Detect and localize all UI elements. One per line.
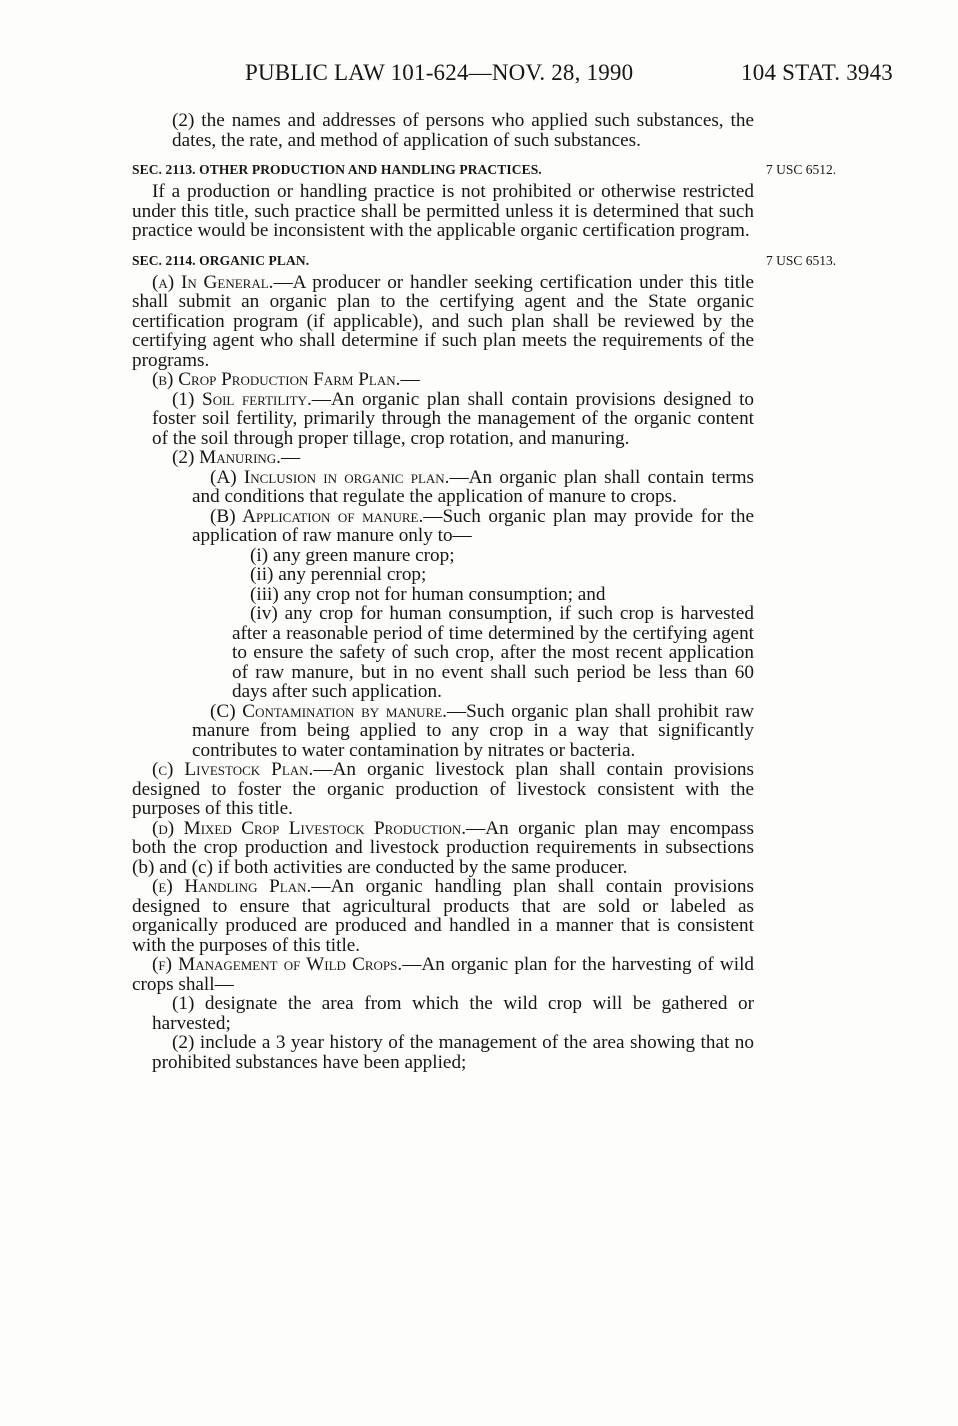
paragraph [132,585,754,605]
paragraph [132,1033,754,1072]
paragraph-text: —Such organic plan shall prohibit raw manure from being applied to any crop in a way that significantly contributes to water contamination by nitrates or bacteria. [192,700,754,761]
usc-margin-note: 7 USC 6512. [766,162,837,177]
subsection-label: (A) Inclusion in organic plan. [210,466,450,488]
paragraph [132,370,754,390]
paragraph-text: —An organic plan shall contain provisions designed to foster soil fertility, primarily through the management of the organic content of the soil through proper tillage, crop rotation, and manuring. [152,388,754,449]
subsection-label: (b) Crop Production Farm Plan. [152,369,401,390]
paragraph [132,604,754,702]
paragraph-text: (iii) any crop not for human consumption; and [250,583,606,605]
paragraph-text: —An organic handling plan shall contain provisions designed to ensure that agricultural products that are sold or labeled as organically produced are produced and handled in a manner that is consistent with the purposes of this title. [132,876,754,956]
section-heading-row [132,249,837,269]
paragraph [132,702,754,761]
subsection-label: (f) Management of Wild Crops. [152,954,403,975]
subsection-label: (d) Mixed Crop Livestock Production. [152,817,467,839]
paragraph-text: —An organic livestock plan shall contain provisions designed to foster the organic production of livestock consistent with the purposes of this title. [132,759,754,819]
paragraph [132,546,754,566]
paragraph [132,182,754,241]
subsection-label: (e) Handling Plan. [152,876,312,897]
paragraph [132,273,754,371]
paragraph [132,468,754,507]
paragraph [132,448,754,468]
paragraph-text: (2) include a 3 year history of the management of the area showing that no prohibited substances have been applied; [152,1032,754,1073]
paragraph-text: —An organic plan may encompass both the crop production and livestock production requirements in subsections (b) and (c) if both activities are conducted by the same producer. [132,817,754,878]
subsection-label: (C) Contamination by manure. [210,700,447,722]
subsection-label: (1) Soil fertility. [172,388,312,410]
paragraph [132,565,754,585]
document-body [132,110,837,1073]
subsection-label: (2) Manuring. [172,447,281,468]
subsection-label: (a) In General. [152,271,274,293]
paragraph-text: —An organic plan shall contain terms and conditions that regulate the application of manure to crops. [192,466,754,507]
page-header [245,60,893,92]
paragraph-text: (2) the names and addresses of persons who applied such substances, the dates, the rate, and method of application of such substances. [172,110,754,151]
paragraph-text: (1) designate the area from which the wild crop will be gathered or harvested; [152,993,754,1034]
paragraph [132,955,754,994]
paragraph [132,994,754,1033]
subsection-label: (B) Application of manure. [210,505,424,527]
paragraph-text: —A producer or handler seeking certification under this title shall submit an organic plan to the certifying agent and the State organic certification program (if applicable), and such plan shall be reviewed by the certifying agent who shall determine if such plan meets the requirements of the programs. [132,271,754,371]
subsection-label: (c) Livestock Plan. [152,759,314,780]
paragraph-text: —An organic plan for the harvesting of wild crops shall— [132,954,754,995]
stat-page-number: 104 STAT. 3943 [741,60,893,85]
section-heading: SEC. 2114. ORGANIC PLAN. [132,252,310,268]
paragraph-text: — [280,447,301,468]
paragraph [132,877,754,955]
paragraph [132,111,754,150]
paragraph-text: — [400,369,420,390]
paragraph-text: (i) any green manure crop; [250,544,455,566]
paragraph [132,760,754,819]
section-heading: SEC. 2113. OTHER PRODUCTION AND HANDLING PRACTICES. [132,162,542,177]
paragraph [132,507,754,546]
paragraph-text: —Such organic plan may provide for the application of raw manure only to— [192,505,754,546]
paragraph-text: If a production or handling practice is not prohibited or otherwise restricted under this title, such practice shall be permitted unless it is determined that such practice would be inconsistent with the applicable organic certification program. [132,181,754,241]
paragraph-text: (iv) any crop for human consumption, if such crop is harvested after a reasonable period of time determined by the certifying agent to ensure the safety of such crop, after the most recent application of raw manure, but in no event shall such period be less than 60 days after such application. [232,603,754,702]
running-title: PUBLIC LAW 101-624—NOV. 28, 1990 [245,60,634,85]
paragraph [132,390,754,449]
usc-margin-note: 7 USC 6513. [766,252,837,268]
paragraph [132,819,754,878]
section-heading-row [132,158,837,178]
paragraph-text: (ii) any perennial crop; [250,564,427,585]
